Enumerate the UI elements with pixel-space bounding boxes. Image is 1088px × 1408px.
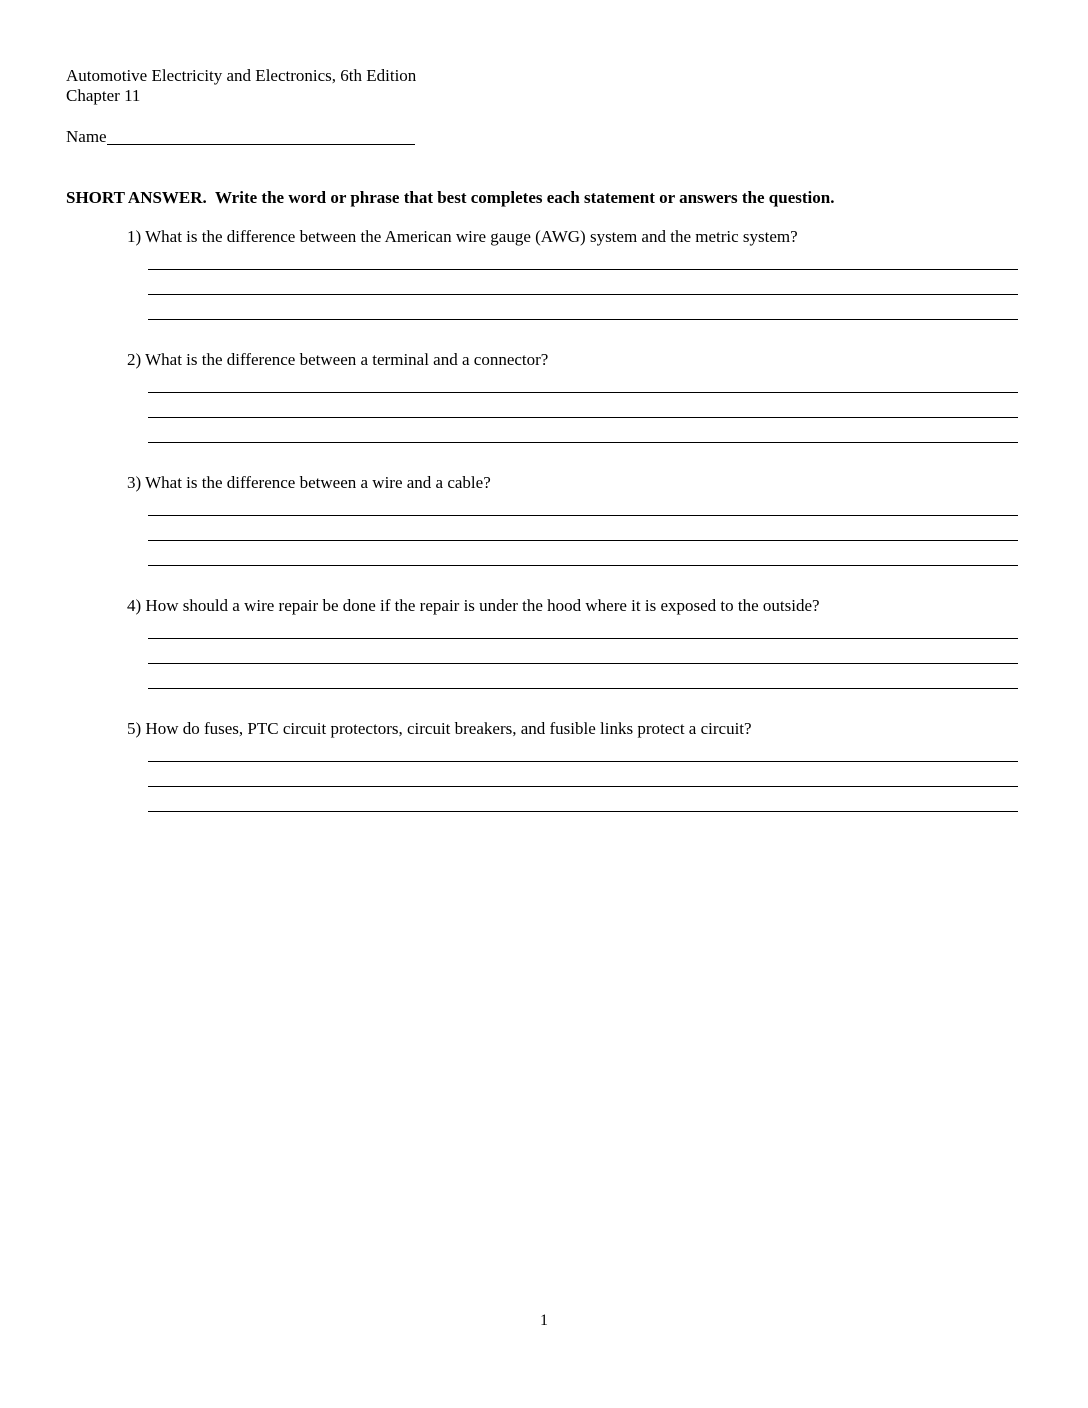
question-text: 3) What is the difference between a wire and a cable? <box>127 473 491 492</box>
answer-line[interactable] <box>148 247 1018 270</box>
answer-line[interactable] <box>148 664 1018 689</box>
question-block <box>0 473 1088 566</box>
question-text: 1) What is the difference between the American wire gauge (AWG) system and the metric system? <box>127 227 798 246</box>
question-text: 5) How do fuses, PTC circuit protectors, circuit breakers, and fusible links protect a circuit? <box>127 719 752 738</box>
answer-line[interactable] <box>148 493 1018 516</box>
answer-line[interactable] <box>148 393 1018 418</box>
question-text: 4) How should a wire repair be done if the repair is under the hood where it is exposed to the outside? <box>127 596 820 615</box>
answer-line[interactable] <box>148 616 1018 639</box>
answer-line[interactable] <box>148 516 1018 541</box>
answer-line[interactable] <box>148 370 1018 393</box>
answer-lines <box>148 739 1018 812</box>
name-label: Name <box>66 127 107 146</box>
answer-line[interactable] <box>148 541 1018 566</box>
document-title: Automotive Electricity and Electronics, 6th Edition <box>66 66 417 85</box>
answer-line[interactable] <box>148 639 1018 664</box>
page-number: 1 <box>540 1312 548 1329</box>
answer-lines <box>148 370 1018 443</box>
question-block <box>0 596 1088 689</box>
answer-line[interactable] <box>148 418 1018 443</box>
answer-line[interactable] <box>148 270 1018 295</box>
question-list <box>0 227 1088 812</box>
answer-line[interactable] <box>148 787 1018 812</box>
name-blank-line[interactable] <box>107 144 415 145</box>
answer-line[interactable] <box>148 295 1018 320</box>
section-heading: SHORT ANSWER. Write the word or phrase that best completes each statement or answers the question. <box>66 188 835 207</box>
chapter-label: Chapter 11 <box>66 86 141 105</box>
question-block <box>0 350 1088 443</box>
name-row <box>66 127 1088 147</box>
question-block <box>0 227 1088 320</box>
document-header <box>66 0 1088 106</box>
answer-lines <box>148 493 1018 566</box>
answer-line[interactable] <box>148 762 1018 787</box>
question-block <box>0 719 1088 812</box>
question-text: 2) What is the difference between a terminal and a connector? <box>127 350 549 369</box>
answer-lines <box>148 616 1018 689</box>
answer-line[interactable] <box>148 739 1018 762</box>
answer-lines <box>148 247 1018 320</box>
